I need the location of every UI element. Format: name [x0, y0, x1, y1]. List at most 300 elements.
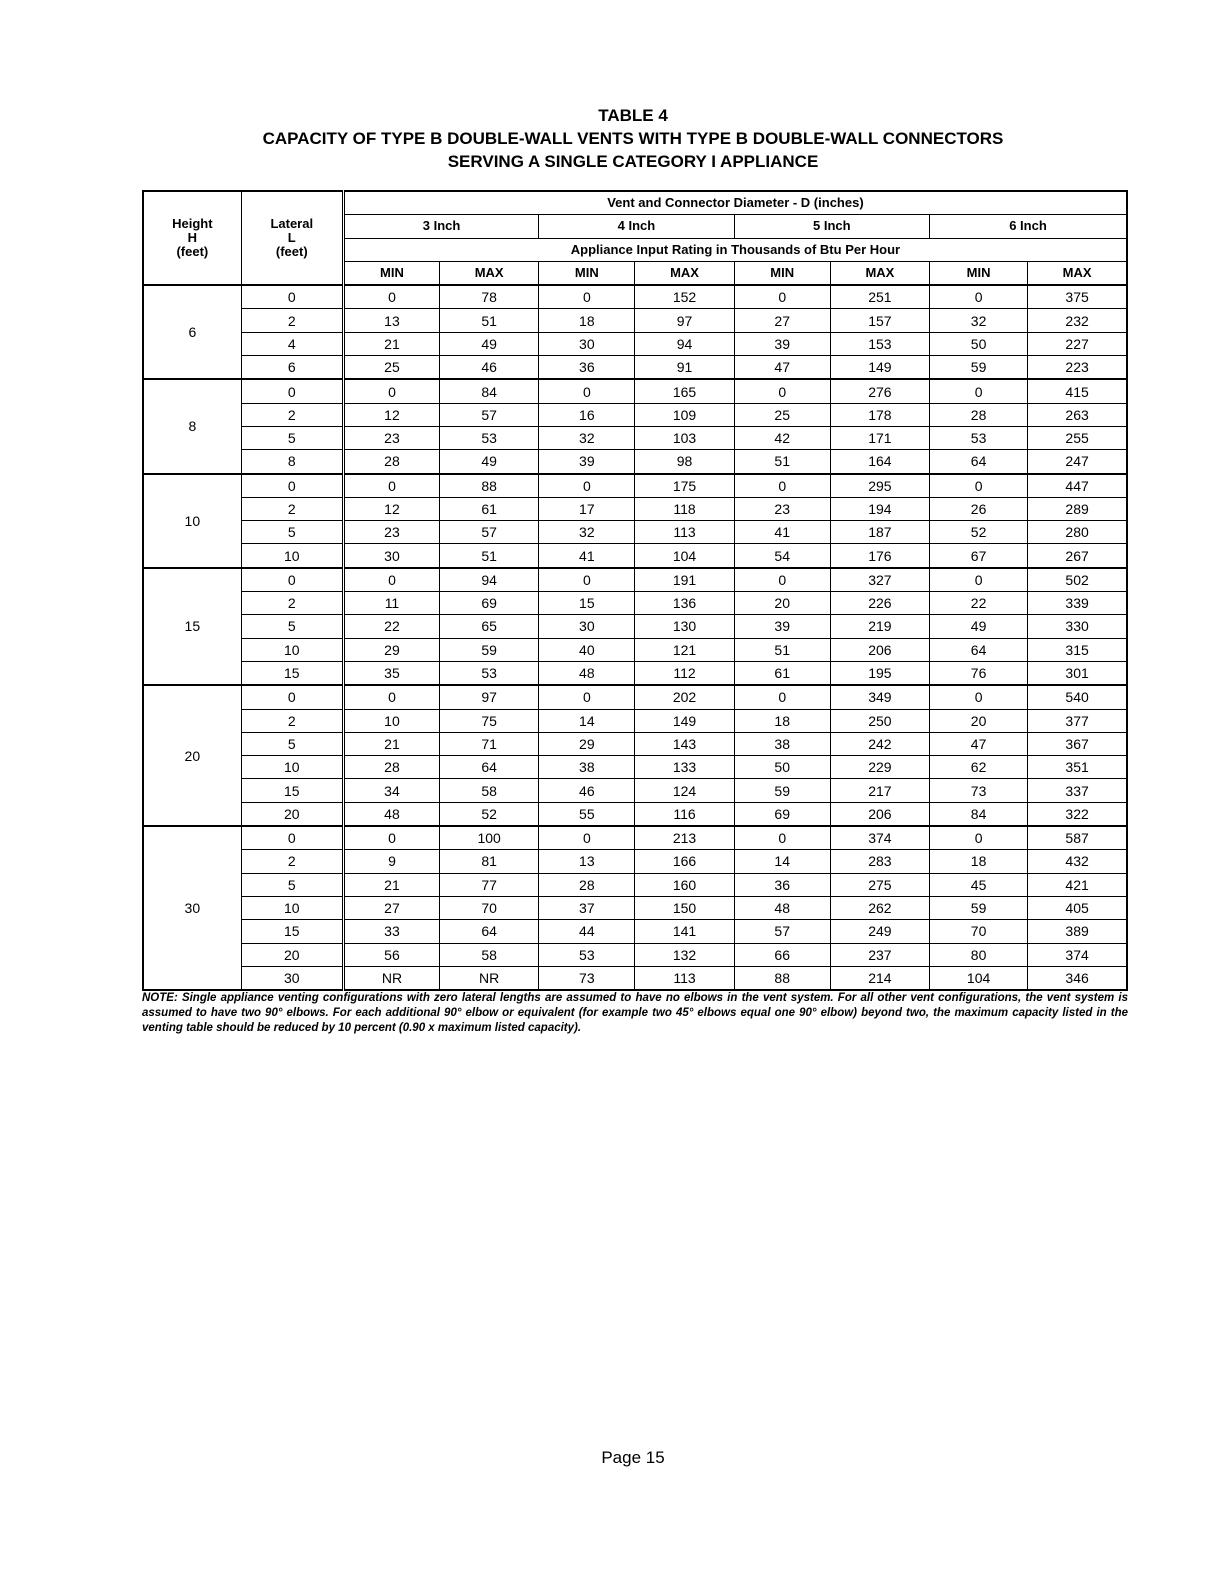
capacity-cell: 14 — [734, 850, 830, 873]
capacity-cell: 229 — [830, 756, 929, 779]
capacity-cell: 187 — [830, 521, 929, 544]
table-row — [143, 873, 1127, 896]
capacity-cell: 213 — [635, 826, 734, 850]
capacity-cell: 14 — [539, 709, 635, 732]
lateral-header-line3: (feet) — [275, 244, 308, 260]
capacity-cell: 322 — [1028, 802, 1127, 826]
lateral-cell: 8 — [241, 450, 343, 474]
capacity-cell: 23 — [343, 521, 439, 544]
capacity-cell: 94 — [635, 332, 734, 355]
capacity-cell: 113 — [635, 521, 734, 544]
capacity-cell: 81 — [440, 850, 539, 873]
table-row — [143, 638, 1127, 661]
capacity-cell: 206 — [830, 638, 929, 661]
capacity-cell: 0 — [539, 285, 635, 309]
capacity-cell: 29 — [343, 638, 439, 661]
table-row — [143, 615, 1127, 638]
capacity-cell: 53 — [440, 661, 539, 685]
capacity-cell: 42 — [734, 426, 830, 449]
capacity-cell: 62 — [930, 756, 1028, 779]
capacity-cell: 540 — [1028, 685, 1127, 709]
capacity-cell: 0 — [734, 474, 830, 498]
capacity-cell: 327 — [830, 568, 929, 592]
capacity-cell: 28 — [930, 403, 1028, 426]
max-header: MAX — [635, 261, 734, 285]
capacity-cell: 153 — [830, 332, 929, 355]
capacity-cell: 38 — [734, 732, 830, 755]
capacity-cell: 374 — [830, 826, 929, 850]
capacity-cell: 295 — [830, 474, 929, 498]
capacity-cell: 30 — [343, 544, 439, 568]
capacity-cell: 389 — [1028, 920, 1127, 943]
capacity-cell: 267 — [1028, 544, 1127, 568]
capacity-cell: 118 — [635, 497, 734, 520]
table-row — [143, 732, 1127, 755]
capacity-cell: 51 — [734, 450, 830, 474]
capacity-cell: 242 — [830, 732, 929, 755]
capacity-cell: 57 — [734, 920, 830, 943]
capacity-cell: 587 — [1028, 826, 1127, 850]
capacity-cell: 150 — [635, 896, 734, 919]
capacity-cell: 255 — [1028, 426, 1127, 449]
capacity-cell: 0 — [930, 474, 1028, 498]
capacity-cell: 39 — [539, 450, 635, 474]
capacity-cell: 88 — [440, 474, 539, 498]
capacity-cell: 40 — [539, 638, 635, 661]
capacity-cell: 97 — [635, 309, 734, 332]
capacity-cell: 9 — [343, 850, 439, 873]
capacity-cell: 502 — [1028, 568, 1127, 592]
capacity-cell: 0 — [539, 379, 635, 403]
capacity-cell: 48 — [734, 896, 830, 919]
capacity-cell: 0 — [343, 379, 439, 403]
capacity-cell: 143 — [635, 732, 734, 755]
capacity-cell: 164 — [830, 450, 929, 474]
capacity-cell: 46 — [440, 356, 539, 380]
capacity-cell: 30 — [539, 332, 635, 355]
capacity-cell: 116 — [635, 802, 734, 826]
capacity-cell: 226 — [830, 592, 929, 615]
min-header: MIN — [930, 261, 1028, 285]
table-row — [143, 568, 1127, 592]
lateral-cell: 0 — [241, 568, 343, 592]
capacity-cell: 0 — [343, 285, 439, 309]
height-header-line3: (feet) — [176, 244, 209, 260]
table-row — [143, 450, 1127, 474]
table-row — [143, 332, 1127, 355]
table-title: CAPACITY OF TYPE B DOUBLE-WALL VENTS WITH TYPE B DOUBLE-WALL CONNECTORS — [262, 129, 1004, 148]
capacity-cell: 50 — [930, 332, 1028, 355]
lateral-cell: 30 — [241, 966, 343, 990]
capacity-cell: 0 — [734, 826, 830, 850]
lateral-cell: 2 — [241, 309, 343, 332]
capacity-cell: 84 — [440, 379, 539, 403]
capacity-cell: 18 — [539, 309, 635, 332]
capacity-cell: 0 — [734, 568, 830, 592]
capacity-cell: 227 — [1028, 332, 1127, 355]
capacity-cell: 80 — [930, 943, 1028, 966]
capacity-cell: 64 — [930, 638, 1028, 661]
capacity-cell: 10 — [343, 709, 439, 732]
lateral-header-line2: L — [287, 230, 296, 246]
capacity-cell: 58 — [440, 779, 539, 802]
table-row — [143, 850, 1127, 873]
table-row — [143, 920, 1127, 943]
capacity-cell: 0 — [539, 568, 635, 592]
vent-capacity-table — [142, 190, 1128, 991]
capacity-cell: 59 — [440, 638, 539, 661]
capacity-cell: 0 — [930, 568, 1028, 592]
capacity-cell: 219 — [830, 615, 929, 638]
capacity-cell: 77 — [440, 873, 539, 896]
lateral-cell: 5 — [241, 426, 343, 449]
lateral-cell: 0 — [241, 685, 343, 709]
capacity-cell: 20 — [930, 709, 1028, 732]
lateral-cell: 5 — [241, 521, 343, 544]
capacity-cell: 206 — [830, 802, 929, 826]
capacity-cell: 78 — [440, 285, 539, 309]
capacity-cell: 121 — [635, 638, 734, 661]
capacity-cell: 38 — [539, 756, 635, 779]
capacity-cell: 136 — [635, 592, 734, 615]
capacity-cell: 32 — [539, 426, 635, 449]
capacity-cell: 48 — [539, 661, 635, 685]
table-title-block — [0, 104, 1216, 173]
capacity-cell: 54 — [734, 544, 830, 568]
lateral-cell: 10 — [241, 638, 343, 661]
capacity-cell: 124 — [635, 779, 734, 802]
table-row — [143, 356, 1127, 380]
capacity-cell: 100 — [440, 826, 539, 850]
capacity-cell: 12 — [343, 497, 439, 520]
capacity-cell: 48 — [343, 802, 439, 826]
lateral-cell: 10 — [241, 544, 343, 568]
table-number: TABLE 4 — [598, 106, 668, 125]
height-cell: 8 — [143, 379, 241, 473]
lateral-cell: 6 — [241, 356, 343, 380]
table-row — [143, 426, 1127, 449]
rating-header: Appliance Input Rating in Thousands of Btu Per Hour — [343, 238, 1127, 261]
capacity-cell: 28 — [343, 756, 439, 779]
capacity-cell: 29 — [539, 732, 635, 755]
capacity-cell: 113 — [635, 966, 734, 990]
height-cell: 10 — [143, 474, 241, 568]
capacity-cell: 52 — [440, 802, 539, 826]
table-row — [143, 709, 1127, 732]
capacity-cell: 157 — [830, 309, 929, 332]
table-row — [143, 403, 1127, 426]
capacity-cell: 12 — [343, 403, 439, 426]
capacity-cell: 61 — [734, 661, 830, 685]
capacity-cell: 346 — [1028, 966, 1127, 990]
capacity-cell: 61 — [440, 497, 539, 520]
capacity-cell: 104 — [635, 544, 734, 568]
capacity-cell: 149 — [830, 356, 929, 380]
lateral-cell: 0 — [241, 285, 343, 309]
capacity-cell: 262 — [830, 896, 929, 919]
capacity-cell: 39 — [734, 332, 830, 355]
capacity-cell: 70 — [930, 920, 1028, 943]
capacity-cell: 36 — [539, 356, 635, 380]
capacity-cell: 51 — [440, 544, 539, 568]
max-header: MAX — [1028, 261, 1127, 285]
capacity-cell: 315 — [1028, 638, 1127, 661]
lateral-cell: 0 — [241, 826, 343, 850]
capacity-cell: 22 — [930, 592, 1028, 615]
capacity-cell: 59 — [734, 779, 830, 802]
capacity-cell: 165 — [635, 379, 734, 403]
table-row — [143, 966, 1127, 990]
capacity-cell: 59 — [930, 356, 1028, 380]
height-cell: 6 — [143, 285, 241, 379]
capacity-cell: 15 — [539, 592, 635, 615]
table-row — [143, 779, 1127, 802]
max-header: MAX — [440, 261, 539, 285]
capacity-cell: 176 — [830, 544, 929, 568]
capacity-cell: 52 — [930, 521, 1028, 544]
capacity-cell: 37 — [539, 896, 635, 919]
lateral-cell: 0 — [241, 474, 343, 498]
capacity-cell: 104 — [930, 966, 1028, 990]
table-row — [143, 802, 1127, 826]
lateral-cell: 20 — [241, 943, 343, 966]
capacity-cell: 53 — [930, 426, 1028, 449]
capacity-cell: 415 — [1028, 379, 1127, 403]
capacity-cell: 57 — [440, 521, 539, 544]
diameter-4-inch: 4 Inch — [539, 215, 734, 238]
capacity-cell: 35 — [343, 661, 439, 685]
lateral-cell: 10 — [241, 896, 343, 919]
capacity-cell: 32 — [539, 521, 635, 544]
lateral-cell: 2 — [241, 592, 343, 615]
capacity-cell: 25 — [343, 356, 439, 380]
capacity-cell: 247 — [1028, 450, 1127, 474]
capacity-cell: 28 — [343, 450, 439, 474]
capacity-cell: 53 — [539, 943, 635, 966]
capacity-cell: 275 — [830, 873, 929, 896]
capacity-cell: 249 — [830, 920, 929, 943]
capacity-cell: 195 — [830, 661, 929, 685]
capacity-cell: 13 — [539, 850, 635, 873]
capacity-cell: 16 — [539, 403, 635, 426]
table-row — [143, 756, 1127, 779]
capacity-cell: 349 — [830, 685, 929, 709]
capacity-cell: 23 — [734, 497, 830, 520]
capacity-cell: 20 — [734, 592, 830, 615]
capacity-cell: 178 — [830, 403, 929, 426]
capacity-cell: 0 — [343, 685, 439, 709]
capacity-cell: 41 — [539, 544, 635, 568]
capacity-cell: 0 — [734, 285, 830, 309]
max-header: MAX — [830, 261, 929, 285]
capacity-cell: 276 — [830, 379, 929, 403]
capacity-cell: 263 — [1028, 403, 1127, 426]
capacity-cell: 0 — [734, 379, 830, 403]
lateral-cell: 2 — [241, 497, 343, 520]
table-row — [143, 661, 1127, 685]
capacity-cell: 84 — [930, 802, 1028, 826]
capacity-cell: 217 — [830, 779, 929, 802]
lateral-cell: 2 — [241, 709, 343, 732]
height-header-line2: H — [187, 230, 198, 246]
capacity-cell: 112 — [635, 661, 734, 685]
capacity-cell: 58 — [440, 943, 539, 966]
capacity-cell: 171 — [830, 426, 929, 449]
capacity-cell: 152 — [635, 285, 734, 309]
capacity-cell: 191 — [635, 568, 734, 592]
capacity-cell: 280 — [1028, 521, 1127, 544]
capacity-cell: 33 — [343, 920, 439, 943]
table-row — [143, 685, 1127, 709]
capacity-cell: 141 — [635, 920, 734, 943]
capacity-cell: 374 — [1028, 943, 1127, 966]
capacity-cell: 0 — [539, 474, 635, 498]
capacity-cell: 21 — [343, 873, 439, 896]
capacity-cell: 133 — [635, 756, 734, 779]
capacity-cell: 130 — [635, 615, 734, 638]
capacity-cell: 175 — [635, 474, 734, 498]
capacity-cell: 377 — [1028, 709, 1127, 732]
lateral-cell: 15 — [241, 661, 343, 685]
lateral-cell: 2 — [241, 403, 343, 426]
min-header: MIN — [734, 261, 830, 285]
lateral-cell: 2 — [241, 850, 343, 873]
capacity-cell: 28 — [539, 873, 635, 896]
capacity-cell: 36 — [734, 873, 830, 896]
table-row — [143, 544, 1127, 568]
diameter-6-inch: 6 Inch — [930, 215, 1128, 238]
capacity-cell: 18 — [734, 709, 830, 732]
table-row — [143, 943, 1127, 966]
capacity-cell: 232 — [1028, 309, 1127, 332]
capacity-cell: 21 — [343, 732, 439, 755]
capacity-cell: 26 — [930, 497, 1028, 520]
table-subtitle: SERVING A SINGLE CATEGORY I APPLIANCE — [447, 152, 819, 171]
table-row — [143, 896, 1127, 919]
table-body — [143, 285, 1127, 990]
capacity-cell: 51 — [734, 638, 830, 661]
capacity-cell: 289 — [1028, 497, 1127, 520]
capacity-cell: 13 — [343, 309, 439, 332]
capacity-cell: 64 — [440, 756, 539, 779]
capacity-cell: 237 — [830, 943, 929, 966]
capacity-cell: 330 — [1028, 615, 1127, 638]
table-row — [143, 309, 1127, 332]
capacity-cell: 30 — [539, 615, 635, 638]
capacity-cell: 301 — [1028, 661, 1127, 685]
capacity-cell: 97 — [440, 685, 539, 709]
capacity-cell: 34 — [343, 779, 439, 802]
capacity-cell: 27 — [343, 896, 439, 919]
diameter-3-inch: 3 Inch — [343, 215, 538, 238]
table-row — [143, 285, 1127, 309]
capacity-cell: 251 — [830, 285, 929, 309]
capacity-cell: 223 — [1028, 356, 1127, 380]
capacity-cell: 160 — [635, 873, 734, 896]
capacity-cell: 0 — [343, 568, 439, 592]
capacity-cell: 351 — [1028, 756, 1127, 779]
capacity-cell: NR — [440, 966, 539, 990]
capacity-cell: 47 — [734, 356, 830, 380]
capacity-cell: 46 — [539, 779, 635, 802]
capacity-cell: 94 — [440, 568, 539, 592]
capacity-cell: 45 — [930, 873, 1028, 896]
height-header — [143, 191, 241, 285]
capacity-cell: 283 — [830, 850, 929, 873]
capacity-cell: 75 — [440, 709, 539, 732]
capacity-cell: 0 — [734, 685, 830, 709]
lateral-header-line1: Lateral — [270, 216, 314, 232]
capacity-cell: 367 — [1028, 732, 1127, 755]
capacity-cell: 98 — [635, 450, 734, 474]
capacity-cell: 57 — [440, 403, 539, 426]
table-note: NOTE: Single appliance venting configurations with zero lateral lengths are assumed to have no elbows in the vent system. For all other vent configurations, the vent system is assumed to have two 90° elbows. For each additional 90° elbow or equivalent (for example two 45° elbows equal one 90° elbow) beyond two, the maximum capacity listed in the venting table should be reduced by 10 percent (0.90 x maximum listed capacity). — [142, 992, 1128, 1034]
height-cell: 15 — [143, 568, 241, 685]
capacity-cell: 88 — [734, 966, 830, 990]
capacity-cell: NR — [343, 966, 439, 990]
lateral-cell: 15 — [241, 779, 343, 802]
capacity-cell: 375 — [1028, 285, 1127, 309]
capacity-cell: 66 — [734, 943, 830, 966]
capacity-cell: 17 — [539, 497, 635, 520]
capacity-cell: 0 — [930, 826, 1028, 850]
capacity-cell: 27 — [734, 309, 830, 332]
capacity-cell: 41 — [734, 521, 830, 544]
capacity-cell: 44 — [539, 920, 635, 943]
capacity-cell: 0 — [930, 379, 1028, 403]
capacity-cell: 67 — [930, 544, 1028, 568]
lateral-cell: 5 — [241, 873, 343, 896]
capacity-cell: 49 — [930, 615, 1028, 638]
capacity-cell: 250 — [830, 709, 929, 732]
min-header: MIN — [539, 261, 635, 285]
capacity-cell: 59 — [930, 896, 1028, 919]
capacity-cell: 32 — [930, 309, 1028, 332]
capacity-cell: 23 — [343, 426, 439, 449]
capacity-cell: 64 — [440, 920, 539, 943]
capacity-cell: 18 — [930, 850, 1028, 873]
diameter-header: Vent and Connector Diameter - D (inches) — [343, 191, 1127, 215]
table-row — [143, 592, 1127, 615]
capacity-cell: 109 — [635, 403, 734, 426]
min-header: MIN — [343, 261, 439, 285]
capacity-cell: 51 — [440, 309, 539, 332]
capacity-cell: 11 — [343, 592, 439, 615]
capacity-cell: 405 — [1028, 896, 1127, 919]
capacity-cell: 70 — [440, 896, 539, 919]
capacity-cell: 149 — [635, 709, 734, 732]
capacity-cell: 22 — [343, 615, 439, 638]
capacity-cell: 50 — [734, 756, 830, 779]
capacity-cell: 447 — [1028, 474, 1127, 498]
capacity-cell: 73 — [539, 966, 635, 990]
table-row — [143, 497, 1127, 520]
capacity-cell: 194 — [830, 497, 929, 520]
lateral-cell: 20 — [241, 802, 343, 826]
lateral-cell: 4 — [241, 332, 343, 355]
capacity-cell: 0 — [930, 685, 1028, 709]
capacity-cell: 76 — [930, 661, 1028, 685]
diameter-5-inch: 5 Inch — [734, 215, 929, 238]
capacity-cell: 49 — [440, 332, 539, 355]
height-cell: 20 — [143, 685, 241, 826]
capacity-cell: 132 — [635, 943, 734, 966]
capacity-cell: 0 — [930, 285, 1028, 309]
page-number: Page 15 — [601, 1448, 665, 1467]
lateral-cell: 15 — [241, 920, 343, 943]
capacity-cell: 64 — [930, 450, 1028, 474]
height-header-line1: Height — [172, 216, 213, 232]
